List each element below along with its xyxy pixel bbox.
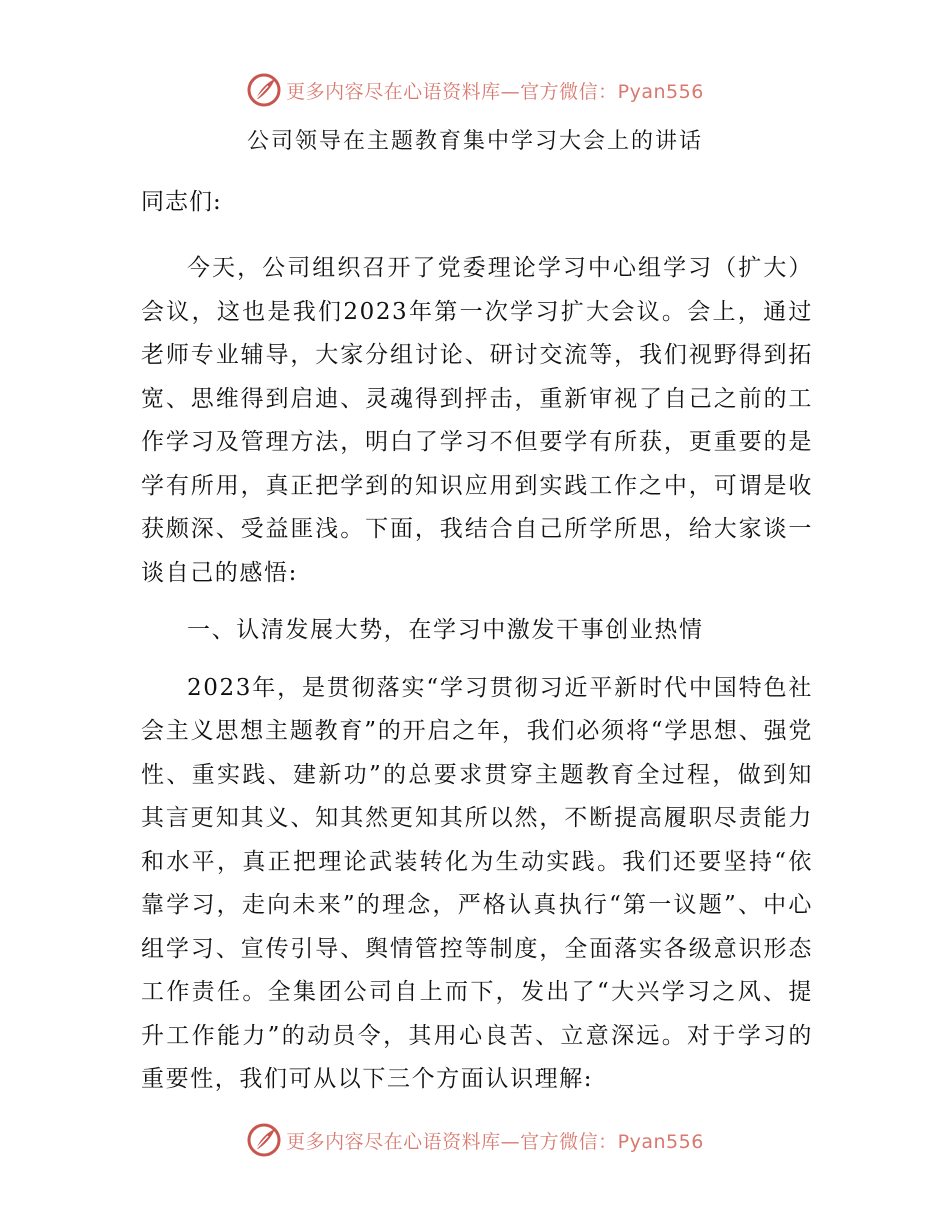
salutation: 同志们: [141,189,222,215]
paragraph: 2023年，是贯彻落实“学习贯彻习近平新时代中国特色社会主义思想主题教育”的开启之年，我们必须将“学思想、强党性、重实践、建新功”的总要求贯穿主题教育全过程，做到知其言更知其义、知其然更知其所以然，不断提高履职尽责能力和水平，真正把理论武装转化为生动实践。我们还要坚持“依靠学习，走向未来”的理念，严格认真执行“第一议题”、中心组学习、宣传引导、舆情管控等制度，全面落实各级意识形态工作责任。全集团公司自上而下，发出了“大兴学习之风、提升工作能力”的动员令，其用心良苦、立意深远。对于学习的重要性，我们可从以下三个方面认识理解: [141,674,813,1092]
header-banner-text: 更多内容尽在心语资料库—官方微信：Pyan556 [286,80,704,103]
paragraph: 今天，公司组织召开了党委理论学习中心组学习（扩大）会议，这也是我们2023年第一次学习扩大会议。会上，通过老师专业辅导，大家分组讨论、研讨交流等，我们视野得到拓宽、思维得到启迪、灵魂得到抨击，重新审视了自己之前的工作学习及管理方法，明白了学习不但要学有所获，更重要的是学有所用，真正把学到的知识应用到实践工作之中，可谓是收获颇深、受益匪浅。下面，我结合自己所学所思，给大家谈一谈自己的感悟: [141,255,813,586]
quill-logo-icon [246,72,282,108]
footer-banner-text: 更多内容尽在心语资料库—官方微信：Pyan556 [286,1130,704,1153]
footer-banner [0,1120,950,1160]
section-heading: 一、认清发展大势，在学习中激发干事创业热情 [187,617,704,643]
document-body [141,145,813,1102]
header-banner [0,70,950,110]
quill-logo-icon [246,1122,282,1158]
page-title: 公司领导在主题教育集中学习大会上的讲话 [246,129,703,154]
